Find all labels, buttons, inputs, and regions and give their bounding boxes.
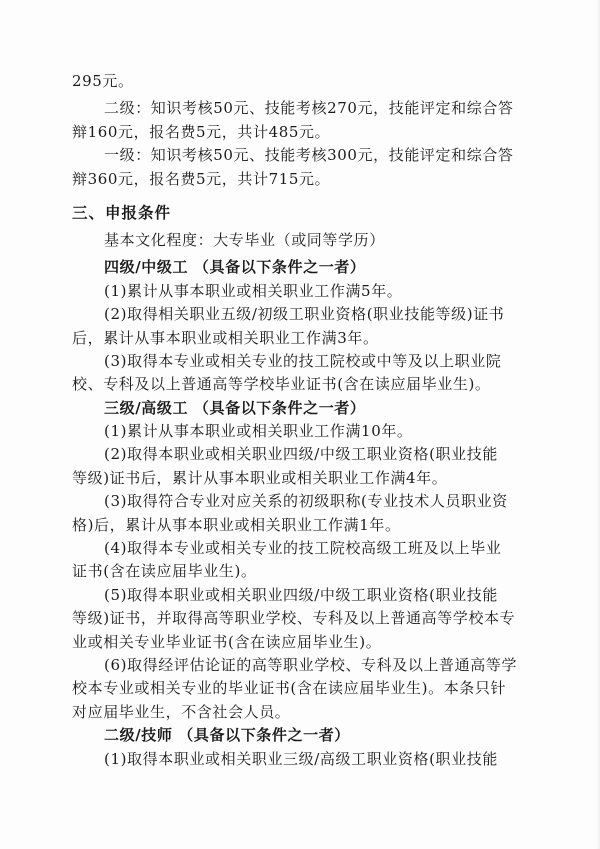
level3-item: (3)取得符合专业对应关系的初级职称(专业技术人员职业资 <box>104 492 508 511</box>
fee-continuation: 295元。 <box>72 72 134 90</box>
level4-item: 校、专科及以上普通高等学校毕业证书(含在读应届毕业生)。 <box>72 375 491 394</box>
level3-item: 业或相关专业毕业证书(含在读应届毕业生)。 <box>72 632 382 651</box>
basic-education-requirement: 基本文化程度：大专毕业（或同等学历） <box>104 230 385 249</box>
level3-item: 等级)证书，并取得高等职业学校、专科及以上普通高等学校本专 <box>72 609 516 628</box>
fee-level2-line2: 辩160元，报名费5元，共计485元。 <box>72 122 331 141</box>
level3-item: (4)取得本专业或相关专业的技工院校高级工班及以上毕业 <box>104 539 502 558</box>
level3-item: (6)取得经评估论证的高等职业学校、专科及以上普通高等学 <box>104 655 518 674</box>
level3-item: (2)取得本职业或相关职业四级/中级工职业资格(职业技能 <box>104 445 498 464</box>
level2-item: (1)取得本职业或相关职业三级/高级工职业资格(职业技能 <box>104 749 498 768</box>
page-edge-shadow <box>596 0 600 849</box>
level3-item: 证书(含在读应届毕业生)。 <box>72 562 257 581</box>
fee-level1-line2: 辩360元，报名费5元，共计715元。 <box>72 169 331 188</box>
level3-item: (5)取得本职业或相关职业四级/中级工职业资格(职业技能 <box>104 585 498 604</box>
level2-title: 二级/技师 （具备以下条件之一者） <box>104 726 350 745</box>
level3-item: 对应届毕业生，不含社会人员。 <box>72 702 291 721</box>
level3-item: 校本专业或相关专业的毕业证书(含在读应届毕业生)。本条只针 <box>72 679 507 698</box>
level3-item: 格)后，累计从事本职业或相关职业工作满1年。 <box>72 515 401 534</box>
section-heading-requirements: 三、申报条件 <box>72 203 172 222</box>
level4-item: (2)取得相关职业五级/初级工职业资格(职业技能等级)证书 <box>104 305 505 324</box>
level3-title: 三级/高级工 （具备以下条件之一者） <box>104 398 366 417</box>
level3-item: 等级)证书后，累计从事本职业或相关职业工作满4年。 <box>72 468 448 487</box>
level3-item: (1)累计从事本职业或相关职业工作满10年。 <box>104 422 413 441</box>
level4-item: 后，累计从事本职业或相关职业工作满3年。 <box>72 328 379 347</box>
document-body <box>72 70 534 771</box>
level4-item: (1)累计从事本职业或相关职业工作满5年。 <box>104 281 403 300</box>
level4-item: (3)取得本专业或相关专业的技工院校或中等及以上职业院 <box>104 351 502 370</box>
level4-title: 四级/中级工 （具备以下条件之一者） <box>104 258 366 277</box>
fee-level2-line1: 二级：知识考核50元、技能考核270元，技能评定和综合答 <box>104 99 514 118</box>
fee-level1-line1: 一级：知识考核50元、技能考核300元，技能评定和综合答 <box>104 146 514 165</box>
